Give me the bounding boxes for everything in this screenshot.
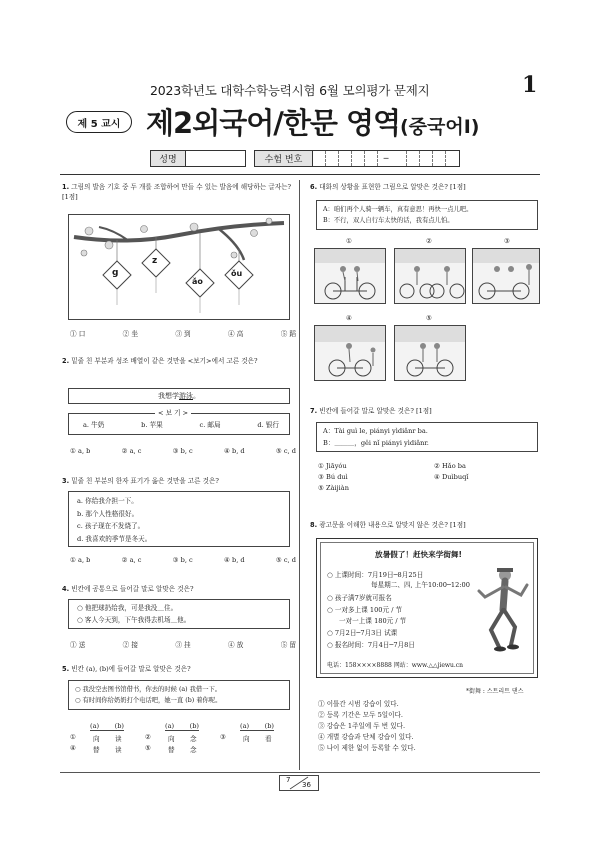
exam-number-label: 수험 번호	[255, 151, 313, 166]
q8-ad-title: 放暑假了！赶快来学街舞!	[375, 550, 462, 559]
q3-option-1[interactable]: ① a, b	[70, 556, 91, 564]
q4-option-1[interactable]: ① 送	[70, 641, 86, 649]
q8-option-5[interactable]: ⑤ 나이 제한 없이 등록할 수 있다.	[318, 743, 416, 752]
q8-ad-line-1: ○ 上课时间：7月19日─8月25日	[327, 571, 424, 579]
q2-underlined: 游泳	[179, 392, 193, 400]
q1-tag-2: z	[152, 256, 158, 266]
subject-main: 제2외국어/한문 영역	[146, 106, 400, 140]
q1-option-2[interactable]: ② 坐	[122, 330, 138, 338]
exam-number-cells: ─	[313, 151, 459, 166]
q1-option-3[interactable]: ③ 到	[175, 330, 191, 338]
q3-option-3[interactable]: ③ b, c	[172, 556, 193, 564]
q4-options	[70, 639, 296, 649]
tandem-bike-icon	[315, 249, 385, 303]
q8-ad-line-7: ○ 报名时间：7月4日─7月8日	[327, 641, 415, 649]
q4-box: ○ 他把球扔给我，可是我没＿住。 ○ 客人今天到，下午我得去机场＿他。	[68, 599, 290, 629]
q7-option-4[interactable]: ④ Duìbuqǐ	[434, 473, 469, 482]
q7-options	[318, 461, 538, 495]
street-dancer-icon	[473, 565, 533, 660]
q3-options	[70, 556, 296, 564]
q2-bogi-label: < 보 기 >	[155, 409, 191, 418]
q1-tag-1: g	[112, 268, 119, 278]
group-bikes-icon	[473, 249, 539, 303]
q1-option-1[interactable]: ① 口	[70, 330, 86, 338]
q6-picture-3[interactable]	[472, 248, 540, 304]
q1-illustration-frame	[68, 214, 290, 320]
q1-tag-3: ǎo	[192, 277, 203, 286]
q2-option-5[interactable]: ⑤ c, d	[275, 447, 296, 455]
column-divider	[299, 180, 300, 770]
q5-option-4[interactable]: ④ 替 读	[70, 744, 122, 754]
q4-prompt: 4. 빈칸에 공통으로 들어갈 말로 알맞은 것은?	[62, 585, 194, 593]
footer-page: 7	[286, 776, 291, 784]
q6-picture-1[interactable]	[314, 248, 386, 304]
q2-bogi-items: a. 牛奶 b. 苹果 c. 邮局 d. 银行	[83, 421, 279, 429]
name-field[interactable]	[150, 150, 246, 167]
q1-tag-4: ǒu	[231, 269, 243, 278]
q1-option-4[interactable]: ④ 高	[228, 330, 244, 338]
page-number: 1	[522, 72, 538, 98]
q8-option-1[interactable]: ① 이틀간 시범 강습이 있다.	[318, 700, 399, 708]
q2-sentence-box: 我想学 游泳 。	[68, 388, 290, 404]
q5-prompt: 5. 빈칸 (a), (b)에 들어갈 말로 알맞은 것은?	[62, 665, 191, 673]
q2-option-1[interactable]: ① a, b	[70, 447, 91, 455]
q8-ad-line-5: 一对一上课 180元 / 节	[339, 617, 407, 625]
single-bike-icon	[315, 326, 385, 380]
q1-prompt: 1. 그림의 발음 기호 중 두 개를 조합하여 만들 수 있는 발음에 해당하는 글자는? [1점]	[62, 183, 291, 202]
name-label: 성명	[151, 151, 186, 166]
subject-title	[146, 101, 479, 142]
q4-option-2[interactable]: ② 接	[122, 641, 138, 649]
exam-number-field[interactable]	[254, 150, 460, 167]
q7-option-1[interactable]: ① Jiāyóu	[318, 462, 347, 470]
q6-dialogue-box: A：咱们再个人骑一辆车，真有意思！再快一点儿吧。 B：不行，双人自行车太快的话，我有点儿怕。	[316, 200, 538, 230]
q6-label-2[interactable]: ②	[426, 237, 432, 245]
footer-rule	[60, 772, 540, 773]
q3-prompt: 3. 밑줄 친 부분의 한자 표기가 옳은 것만을 고른 것은?	[62, 477, 219, 485]
q8-options	[318, 699, 538, 753]
q6-label-5[interactable]: ⑤	[426, 314, 432, 322]
q2-option-2[interactable]: ② a, c	[121, 447, 142, 455]
q6-picture-4[interactable]	[314, 325, 386, 381]
q8-ad-contact: 电话：158××××8888 网站：www.△△jiewu.cn	[327, 662, 464, 669]
header-rule	[60, 174, 540, 175]
q3-option-5[interactable]: ⑤ c, d	[275, 556, 296, 564]
subject-sub: (중국어Ⅰ)	[399, 116, 480, 138]
period-label: 제 5 교시	[77, 118, 121, 130]
q8-ad-line-6: ○ 7月2日─7月3日 试课	[327, 629, 398, 637]
q3-option-4[interactable]: ④ b, d	[223, 556, 245, 564]
walking-with-bike-icon	[395, 326, 465, 380]
q7-option-5[interactable]: ⑤ Zàijiàn	[318, 484, 349, 493]
q8-ad-box	[316, 538, 538, 678]
q3-box: a. 你给我介担一下。 b. 那个人性格很好。 c. 孩子现在不发烧了。 d. 我喜欢的季节是冬天。	[68, 491, 290, 547]
q7-option-2[interactable]: ② Hǎo ba	[434, 462, 466, 470]
q6-label-1[interactable]: ①	[346, 237, 352, 245]
q1-option-5[interactable]: ⑤ 蹈	[280, 330, 296, 338]
two-bikes-icon	[395, 249, 465, 303]
q6-label-3[interactable]: ③	[504, 237, 510, 245]
q6-picture-5[interactable]	[394, 325, 466, 381]
period-badge	[66, 111, 132, 133]
q5-option-1[interactable]: ① 向 读	[70, 733, 122, 743]
q4-option-4[interactable]: ④ 放	[228, 641, 244, 649]
q8-prompt: 8. 광고문을 이해한 내용으로 알맞지 않은 것은? [1점]	[310, 521, 466, 529]
q2-options	[70, 447, 296, 455]
footer-total: 36	[302, 781, 311, 789]
q5-box: ○ 我没空去图书馆借书，你去的时候 (a) 我借一下。 ○ 有时间你给奶奶打个电话吧，她一直 (b) 着你呢。	[68, 680, 290, 710]
q7-prompt: 7. 빈칸에 들어갈 말로 알맞은 것은? [1점]	[310, 407, 432, 415]
q5-option-3[interactable]: ③ 向 看	[220, 733, 272, 743]
exam-title: 2023학년도 대학수학능력시험 6월 모의평가 문제지	[150, 83, 430, 98]
q2-prompt: 2. 밑줄 친 부분과 성조 배열이 같은 것만을 <보기>에서 고른 것은?	[62, 357, 258, 365]
q4-option-5[interactable]: ⑤ 留	[280, 641, 296, 649]
q8-ad-line-3: ○ 孩子满7岁就可报名	[327, 594, 392, 602]
plum-branch-illustration	[69, 215, 289, 319]
q7-box: A：Tài guì le, piányi yìdiǎnr ba. B：＿＿＿，gěi nǐ piányi yìdiǎnr.	[316, 422, 538, 452]
q8-ad-line-2: 每星期二、四, 上午10:00─12:00	[371, 581, 470, 589]
q2-option-4[interactable]: ④ b, d	[223, 447, 245, 455]
q8-ad-line-4: ○ 一对多上课 100元 / 节	[327, 606, 403, 614]
q7-option-3[interactable]: ③ Bú duì	[318, 473, 348, 482]
q2-option-3[interactable]: ③ b, c	[172, 447, 193, 455]
q1-options	[70, 328, 296, 338]
footer-page-box	[279, 775, 319, 791]
q6-prompt: 6. 대화의 상황을 표현한 그림으로 알맞은 것은? [1점]	[310, 183, 466, 191]
q2-bogi-box	[68, 409, 290, 435]
q8-option-3[interactable]: ③ 강습은 1주일에 두 번 있다.	[318, 721, 406, 730]
q8-option-4[interactable]: ④ 개별 강습과 단체 강습이 있다.	[318, 732, 414, 741]
q6-picture-2[interactable]	[394, 248, 466, 304]
q8-footnote: *街舞 : 스트리트 댄스	[466, 688, 524, 695]
q6-label-4[interactable]: ④	[346, 314, 352, 322]
q5-option-2[interactable]: ② 向 念	[145, 733, 197, 743]
q8-option-2[interactable]: ② 등록 기간은 모두 5일이다.	[318, 710, 403, 719]
q5-option-5[interactable]: ⑤ 替 念	[145, 744, 197, 754]
q3-option-2[interactable]: ② a, c	[121, 556, 142, 564]
q4-option-3[interactable]: ③ 挂	[175, 641, 191, 649]
